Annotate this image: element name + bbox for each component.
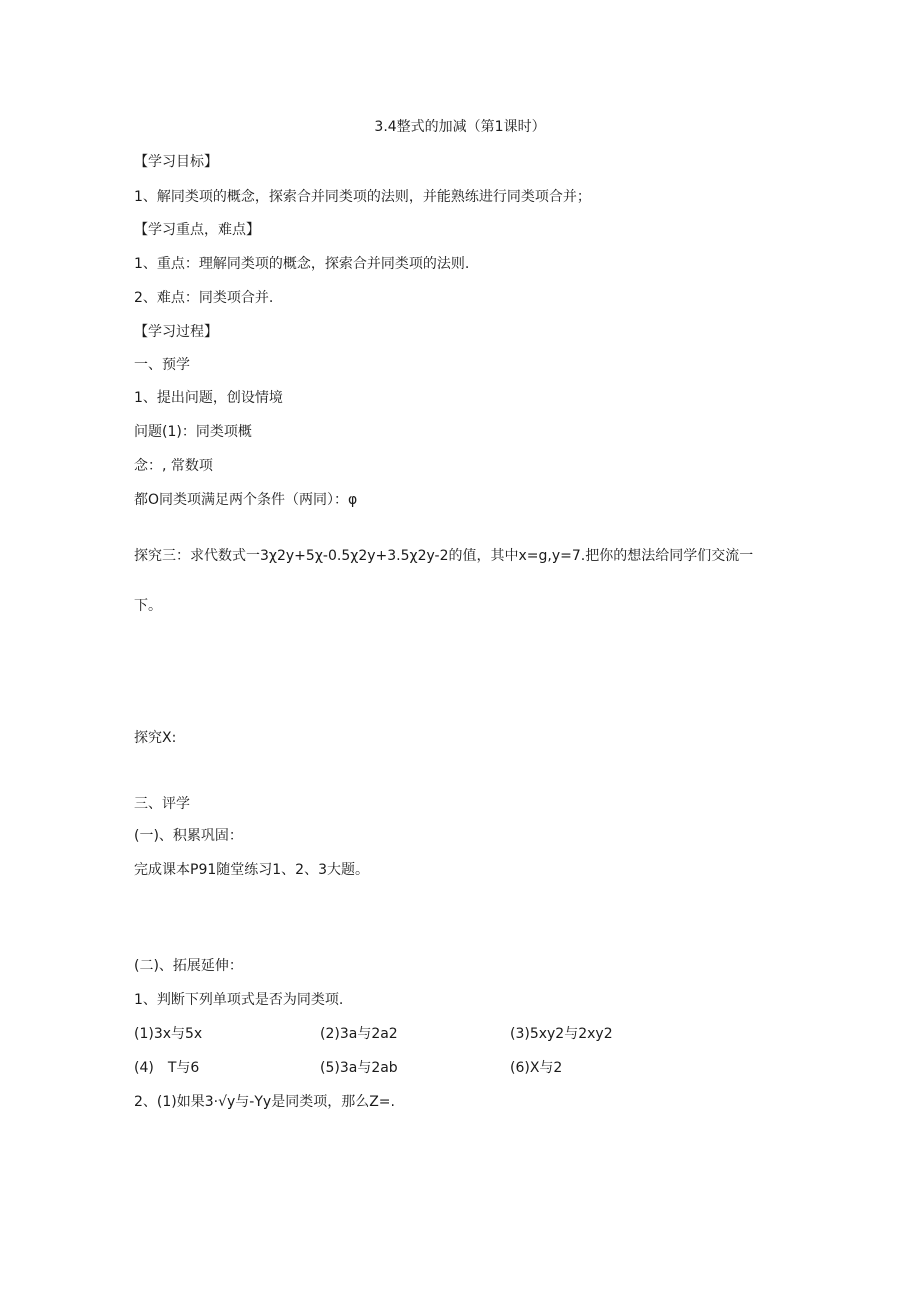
extend-item-2: 2、(1)如果3·√y与-Yy是同类项，那么Z=. [134,1094,395,1110]
goals-heading: 【学习目标】 [134,154,218,170]
extend-item-1: 1、判断下列单项式是否为同类项. [134,992,344,1008]
pair-6: (6)X与2 [510,1060,563,1076]
consolidate-heading: (一)、积累巩固： [134,828,243,844]
explore-3-line-2: 下。 [134,598,162,614]
process-heading: 【学习过程】 [134,324,218,340]
condition-line: 都O同类项满足两个条件（两同）：φ [134,492,358,508]
pair-5: (5)3a与2ab [320,1060,398,1076]
pair-2: (2)3a与2a2 [320,1026,398,1042]
explore-x: 探究X: [134,730,177,746]
pair-4: (4) T与6 [134,1060,200,1076]
goal-item-1: 1、解同类项的概念，探索合并同类项的法则，并能熟练进行同类项合并； [134,189,591,205]
key-points-heading: 【学习重点，难点】 [134,222,260,238]
evaluate-heading: 三、评学 [134,796,190,812]
page-title: 3.4整式的加减（第1课时） [374,119,546,135]
key-point-2: 2、难点：同类项合并. [134,290,274,306]
pre-study-heading: 一、预学 [134,357,190,373]
pre-study-item-1: 1、提出问题，创设情境 [134,390,283,406]
question-1: 问题(1)：同类项概 [134,424,252,440]
extend-heading: (二)、拓展延伸： [134,958,243,974]
pair-3: (3)5xy2与2xy2 [510,1026,613,1042]
concept-line: 念：, 常数项 [134,458,213,474]
key-point-1: 1、重点：理解同类项的概念，探索合并同类项的法则. [134,256,470,272]
consolidate-task: 完成课本P91随堂练习1、2、3大题。 [134,862,369,878]
explore-3-line-1: 探究三：求代数式一3χ2y+5χ-0.5χ2y+3.5χ2y-2的值，其中x=g,y=7.把你的想法给同学们交流一 [134,548,754,564]
pair-1: (1)3x与5x [134,1026,203,1042]
